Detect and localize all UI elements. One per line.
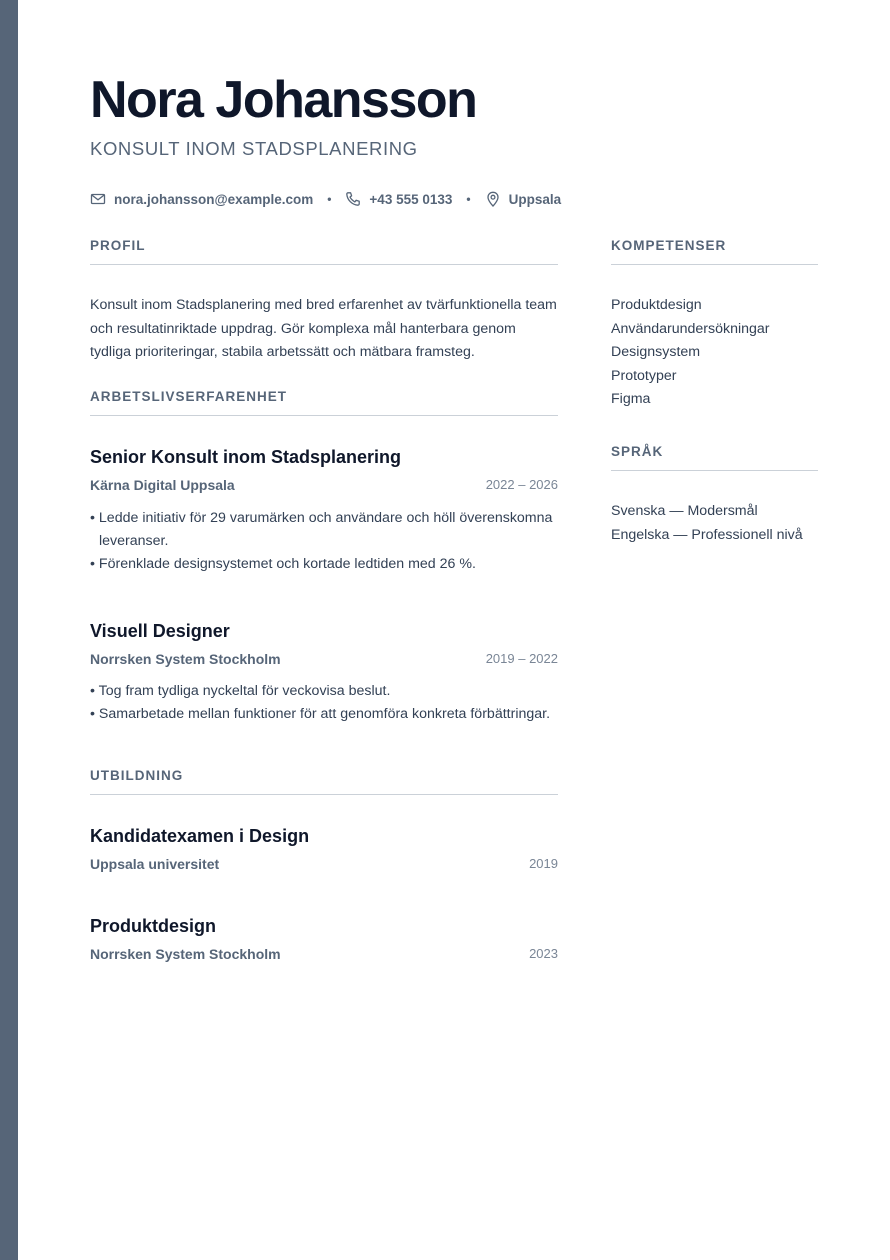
- profile-heading: PROFIL: [90, 237, 558, 265]
- graduation-year: 2023: [529, 946, 558, 961]
- skill-item: Prototyper: [611, 367, 677, 384]
- employment-dates: 2019 – 2022: [485, 651, 558, 666]
- contact-line: [90, 188, 561, 210]
- mail-icon: [90, 191, 106, 207]
- contact-separator: •: [466, 192, 471, 206]
- location-pin-icon: [485, 191, 501, 207]
- employer: Norrsken System Stockholm: [90, 651, 281, 667]
- employment-dates: 2022 – 2026: [485, 477, 558, 492]
- degree-title: Produktdesign: [90, 916, 217, 936]
- contact-email[interactable]: nora.johansson@example.com: [114, 191, 314, 207]
- languages-heading: SPRÅK: [611, 443, 818, 471]
- skill-item: Användarundersökningar: [611, 320, 770, 337]
- school-name: Norrsken System Stockholm: [90, 946, 281, 962]
- achievement-bullet: • Samarbetade mellan funktioner för att genomföra konkreta förbättringar.: [90, 703, 558, 726]
- education-heading: UTBILDNING: [90, 767, 558, 795]
- skills-heading: KOMPETENSER: [611, 237, 818, 265]
- experience-section: [90, 388, 558, 416]
- experience-entry: [90, 445, 558, 576]
- experience-heading: ARBETSLIVSERFARENHET: [90, 388, 558, 416]
- degree-title: Kandidatexamen i Design: [90, 826, 310, 846]
- graduation-year: 2019: [529, 856, 558, 871]
- school-name: Uppsala universitet: [90, 856, 220, 872]
- accent-side-bar: [0, 0, 18, 1260]
- achievement-bullet: • Tog fram tydliga nyckeltal för veckovisa beslut.: [90, 680, 558, 703]
- contact-phone[interactable]: +43 555 0133: [369, 191, 453, 207]
- contact-location: Uppsala: [508, 191, 562, 207]
- position-title: Visuell Designer: [90, 621, 230, 641]
- language-item: Svenska — Modersmål: [611, 503, 758, 519]
- position-title: Senior Konsult inom Stadsplanering: [90, 447, 402, 467]
- achievement-bullet: • Ledde initiativ för 29 varumärken och användare och höll överenskomna leveranser.: [90, 507, 558, 553]
- job-title: KONSULT INOM STADSPLANERING: [90, 138, 418, 159]
- profile-section: [90, 237, 558, 365]
- employer: Kärna Digital Uppsala: [90, 477, 235, 493]
- languages-section: [611, 443, 818, 547]
- contact-separator: •: [327, 192, 332, 206]
- language-item: Engelska — Professionell nivå: [611, 526, 803, 543]
- skills-section: [611, 237, 818, 412]
- achievement-bullet: • Förenklade designsystemet och kortade ledtiden med 26 %.: [90, 553, 558, 576]
- phone-icon: [345, 191, 361, 207]
- skill-item: Designsystem: [611, 344, 701, 360]
- education-section: [90, 767, 558, 795]
- skill-item: Figma: [611, 391, 651, 407]
- experience-entry: [90, 619, 558, 726]
- candidate-name: Nora Johansson: [90, 71, 477, 129]
- education-entry: [90, 914, 558, 964]
- education-entry: [90, 824, 558, 874]
- skill-item: Produktdesign: [611, 297, 702, 313]
- profile-text: Konsult inom Stadsplanering med bred erfarenhet av tvärfunktionella team och resultatinriktade uppdrag. Gör komplexa mål hanterbara genom tydliga prioriteringar, stabila arbetssätt och mätbara framsteg.: [90, 297, 557, 360]
